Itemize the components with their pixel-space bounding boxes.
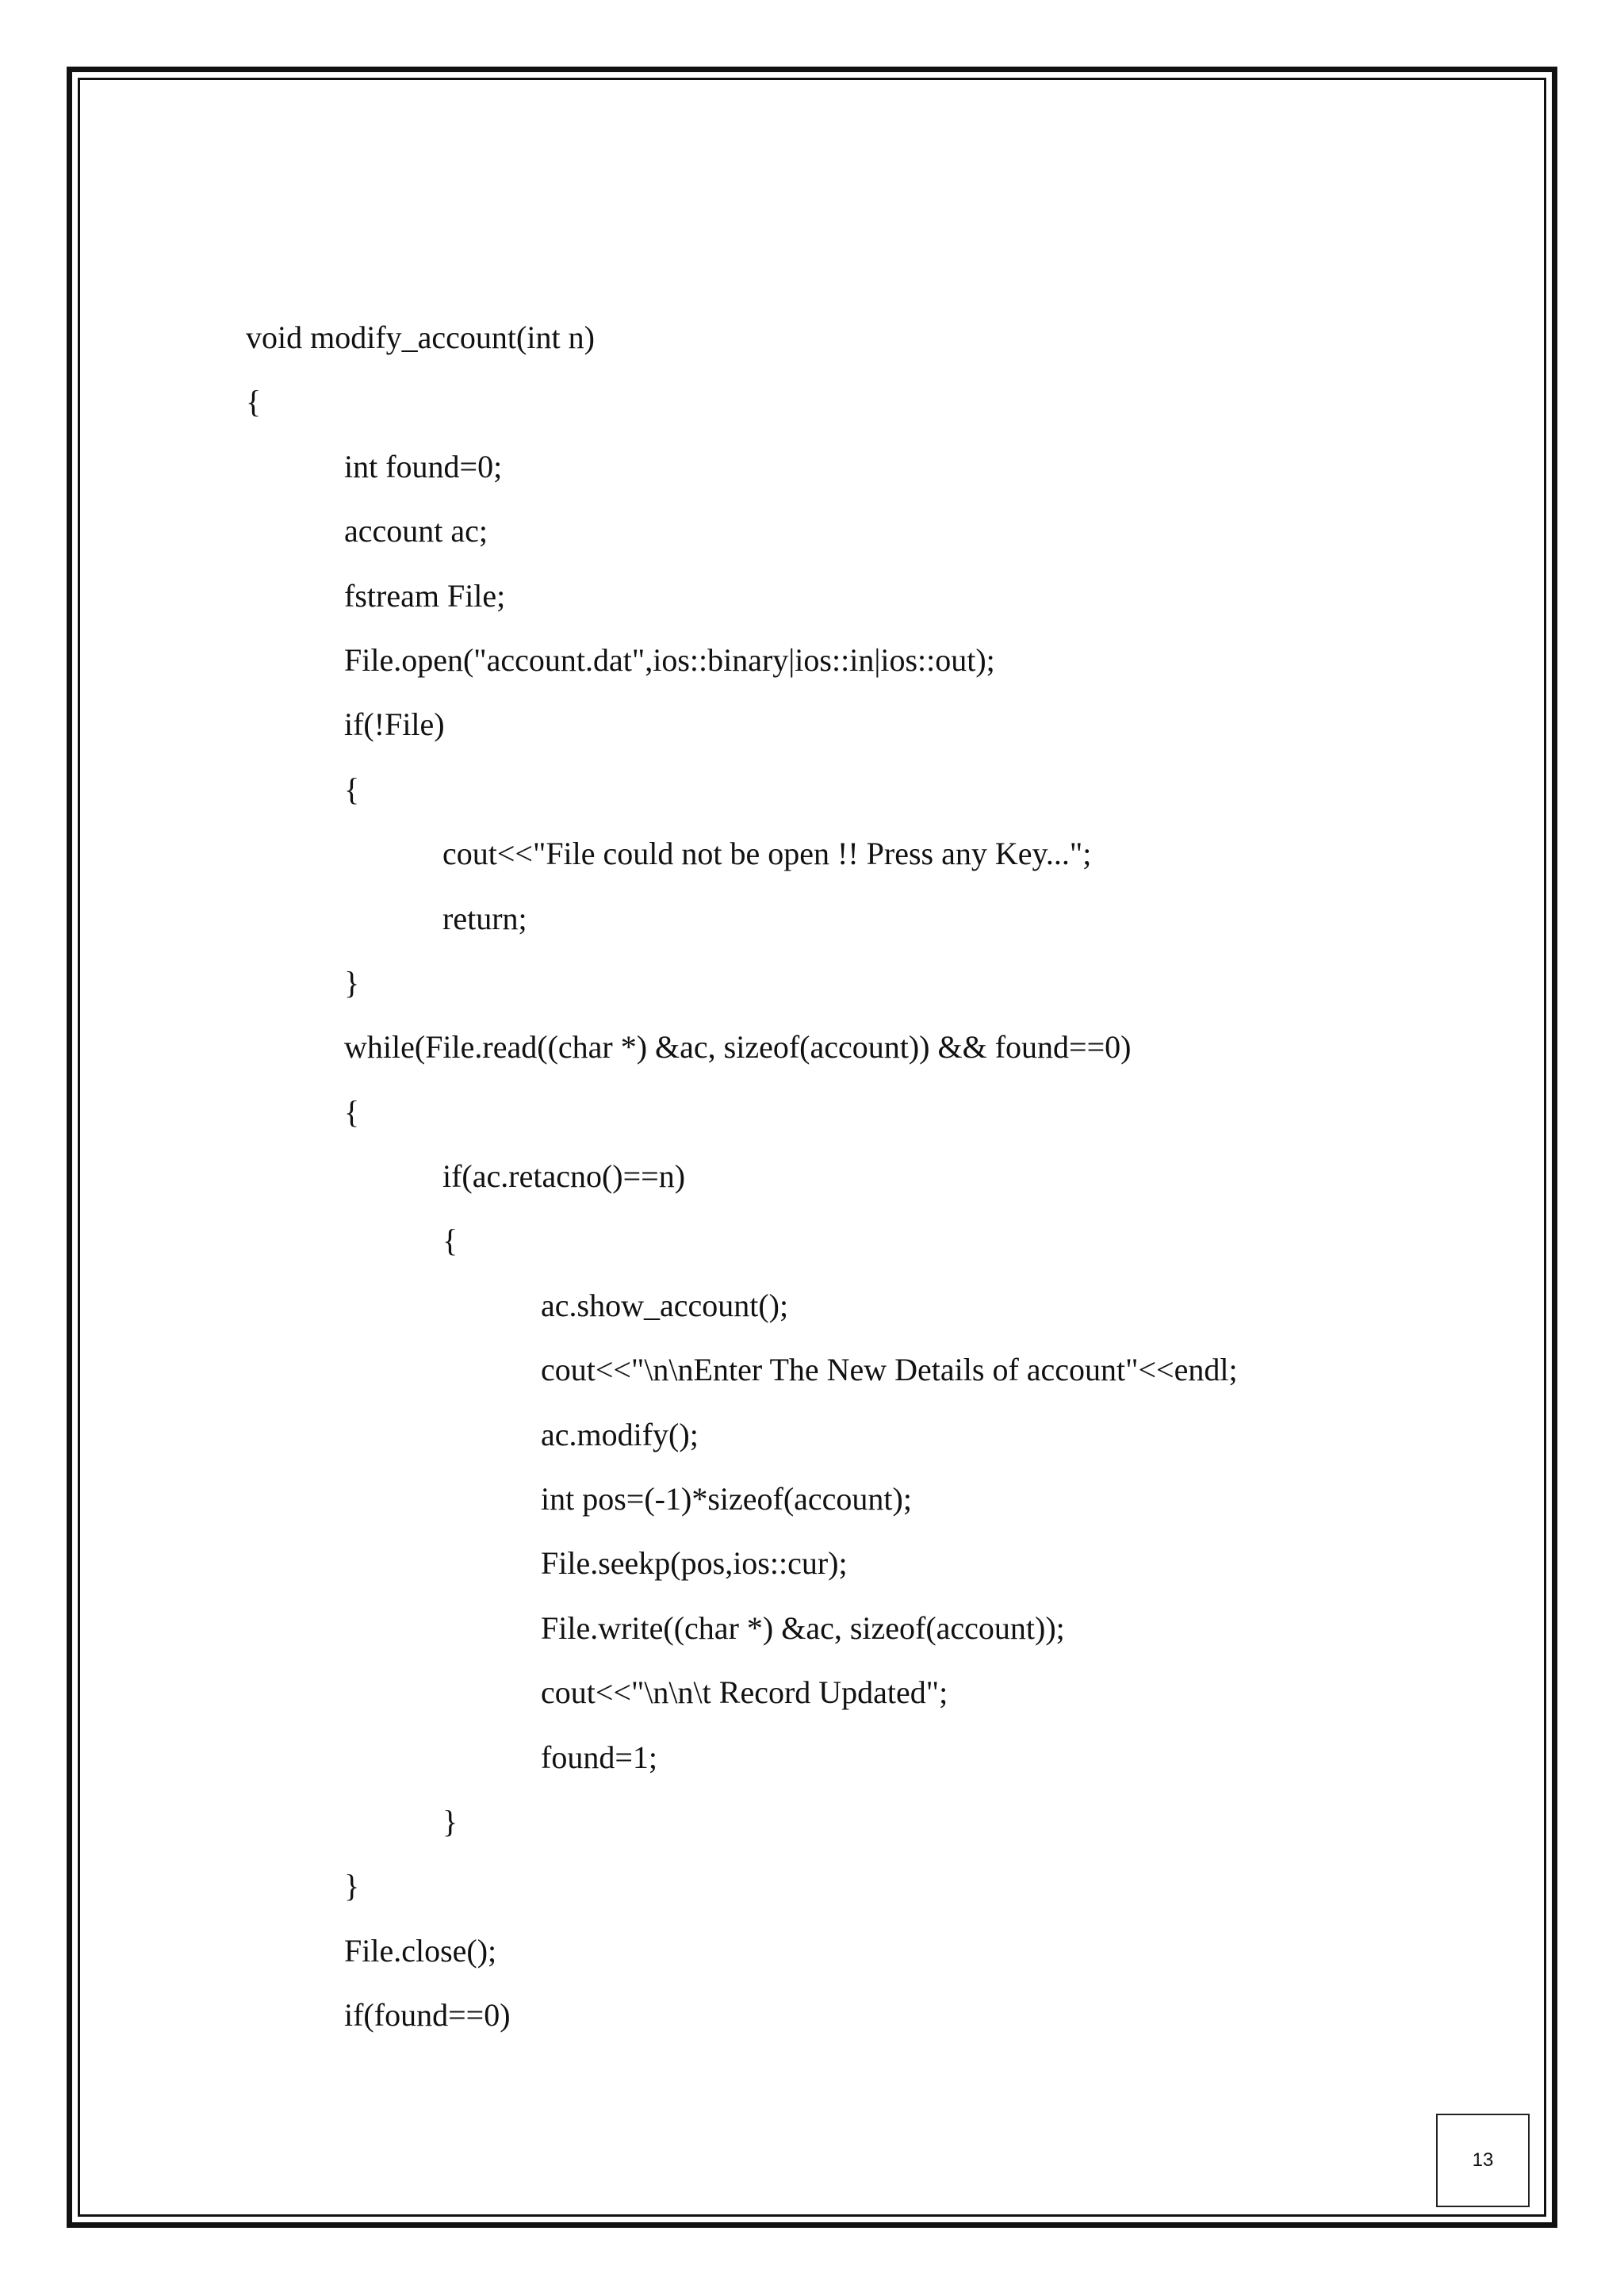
code-line: { xyxy=(344,771,360,807)
code-line: File.seekp(pos,ios::cur); xyxy=(541,1545,848,1582)
code-line: int pos=(-1)*sizeof(account); xyxy=(541,1481,912,1517)
code-line: } xyxy=(344,964,360,1001)
code-line: ac.show_account(); xyxy=(541,1287,789,1323)
code-listing xyxy=(246,305,1483,2048)
code-line: File.write((char *) &ac, sizeof(account)); xyxy=(541,1609,1065,1646)
code-line: File.close(); xyxy=(344,1932,497,1969)
code-line: fstream File; xyxy=(344,577,506,614)
code-line: void modify_account(int n) xyxy=(246,320,595,355)
code-line: File.open("account.dat",ios::binary|ios::in|ios::out); xyxy=(344,641,995,678)
code-line: cout<<"\n\n\t Record Updated"; xyxy=(541,1674,948,1711)
code-line: { xyxy=(246,384,262,420)
page-number-box xyxy=(1436,2114,1530,2207)
code-line: while(File.read((char *) &ac, sizeof(account)) && found==0) xyxy=(344,1029,1132,1066)
code-line: { xyxy=(344,1093,360,1130)
code-line: return; xyxy=(442,900,527,936)
code-line: cout<<"File could not be open !! Press any Key..."; xyxy=(442,836,1092,872)
code-line: found=1; xyxy=(541,1739,657,1775)
code-line: account ac; xyxy=(344,513,488,549)
code-line: } xyxy=(344,1868,360,1904)
code-line: ac.modify(); xyxy=(541,1416,699,1452)
code-line: cout<<"\n\nEnter The New Details of account"<<endl; xyxy=(541,1352,1238,1388)
code-line: } xyxy=(442,1803,458,1839)
code-line: int found=0; xyxy=(344,448,503,484)
code-line: if(!File) xyxy=(344,706,445,743)
page-number: 13 xyxy=(1472,2149,1494,2171)
code-line: if(ac.retacno()==n) xyxy=(442,1158,686,1195)
code-line: { xyxy=(442,1223,458,1259)
code-line: if(found==0) xyxy=(344,1997,511,2034)
